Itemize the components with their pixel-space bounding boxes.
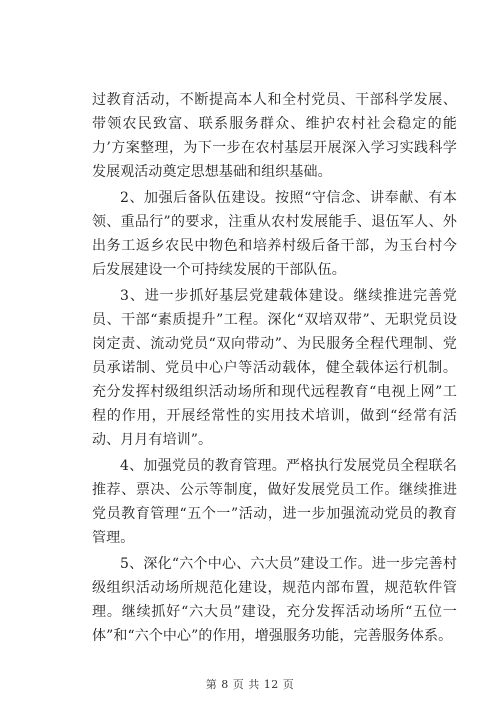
page-number-footer: 第 8 页 共 12 页 [205, 678, 295, 691]
paragraph-continuation: 过教育活动，不断提高本人和全村党员、干部科学发展、带领农民致富、联系服务群众、维护农村社会稳定的能力’方案整理，为下一步在农村基层开展深入学习实践科学发展观活动奠定思想基础和组织基础。 [92, 92, 457, 180]
document-body [92, 88, 457, 648]
paragraph-item-3: 3、进一步抓好基层党建载体建设。继续推进完善党员、干部“素质提升”工程。深化“双培双带”、无职党员设岗定责、流动党员“双向带动”、为民服务全程代理制、党员承诺制、党员中心户等活动载体，健全载体运行机制。充分发挥村级组织活动场所和现代远程教育“电视上网”工程的作用，开展经常性的实用技术培训，做到“经常有活动、月月有培训”。 [92, 288, 457, 448]
paragraph-item-2: 2、加强后备队伍建设。按照“守信念、讲奉献、有本领、重品行”的要求，注重从农村发展能手、退伍军人、外出务工返乡农民中物色和培养村级后备干部，为玉台村今后发展建设一个可持续发展的干部队伍。 [92, 190, 457, 278]
paragraph-item-4: 4、加强党员的教育管理。严格执行发展党员全程联名推荐、票决、公示等制度，做好发展党员工作。继续推进党员教育管理“五个一”活动，进一步加强流动党员的教育管理。 [92, 458, 457, 546]
paragraph-item-5: 5、深化“六个中心、六大员”建设工作。进一步完善村级组织活动场所规范化建设，规范内部布置，规范软件管理。继续抓好“六大员”建设，充分发挥活动场所“五位一体”和“六个中心”的作用，增强服务功能，完善服务体系。 [92, 556, 457, 644]
